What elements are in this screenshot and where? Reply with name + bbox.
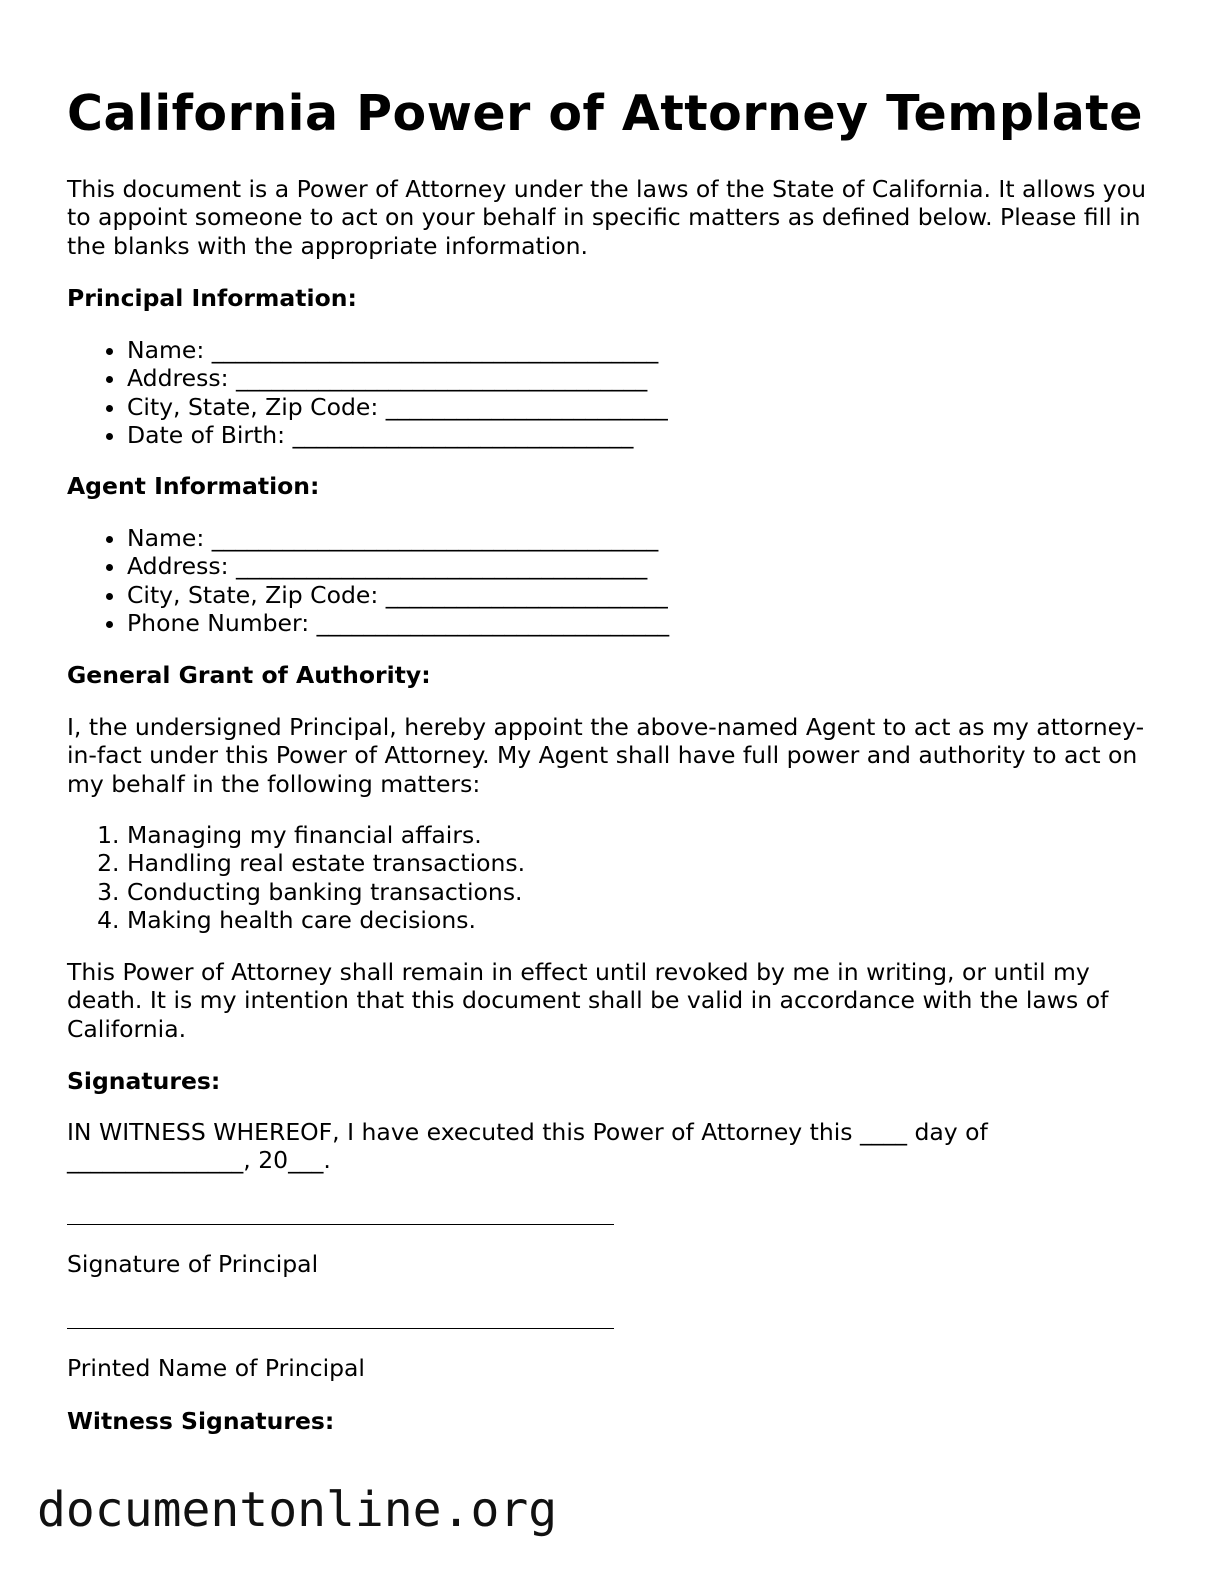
witness-whereof-paragraph: IN WITNESS WHEREOF, I have executed this Power of Attorney this ____ day of _______________, 20___. — [67, 1118, 988, 1175]
authority-paragraph: I, the undersigned Principal, hereby appoint the above-named Agent to act as my attorney-in-fact under this Power of Attorney. My Agent shall have full power and authority to act on my behalf in the following matters: — [67, 713, 1145, 798]
matter-item: 2. Handling real estate transactions. — [127, 849, 525, 877]
principal-city-state-zip-field: • City, State, Zip Code: ________________________ — [127, 393, 668, 421]
principal-address-field: • Address: ___________________________________ — [127, 364, 668, 392]
matter-item: 4. Making health care decisions. — [127, 906, 525, 934]
matter-item: 1. Managing my financial affairs. — [127, 821, 525, 849]
witness-signatures-heading: Witness Signatures: — [67, 1407, 335, 1435]
agent-city-state-zip-field: • City, State, Zip Code: ________________________ — [127, 581, 669, 609]
document-title: California Power of Attorney Template — [67, 85, 1143, 142]
printed-name-line — [67, 1328, 614, 1329]
printed-name-label: Printed Name of Principal — [67, 1354, 365, 1382]
agent-heading: Agent Information: — [67, 472, 320, 500]
watermark-text: documentonline.org — [37, 1482, 558, 1538]
principal-dob-field: • Date of Birth: _____________________________ — [127, 421, 668, 449]
effect-paragraph: This Power of Attorney shall remain in effect until revoked by me in writing, or until my death. It is my intention that this document shall be valid in accordance with the laws of California. — [67, 958, 1109, 1043]
matter-item: 3. Conducting banking transactions. — [127, 878, 525, 906]
signatures-heading: Signatures: — [67, 1067, 221, 1095]
principal-signature-line — [67, 1224, 614, 1225]
agent-address-field: • Address: ___________________________________ — [127, 552, 669, 580]
agent-fields-list — [67, 524, 669, 637]
intro-paragraph: This document is a Power of Attorney under the laws of the State of California. It allows you to appoint someone to act on your behalf in specific matters as defined below. Please fill in the blanks with the appropriate information. — [67, 175, 1146, 260]
agent-phone-field: • Phone Number: ______________________________ — [127, 609, 669, 637]
signature-of-principal-label: Signature of Principal — [67, 1250, 319, 1278]
principal-name-field: • Name: ______________________________________ — [127, 336, 668, 364]
principal-fields-list — [67, 336, 668, 449]
authority-matters-list — [67, 821, 525, 934]
authority-heading: General Grant of Authority: — [67, 661, 431, 689]
principal-heading: Principal Information: — [67, 284, 357, 312]
agent-name-field: • Name: ______________________________________ — [127, 524, 669, 552]
